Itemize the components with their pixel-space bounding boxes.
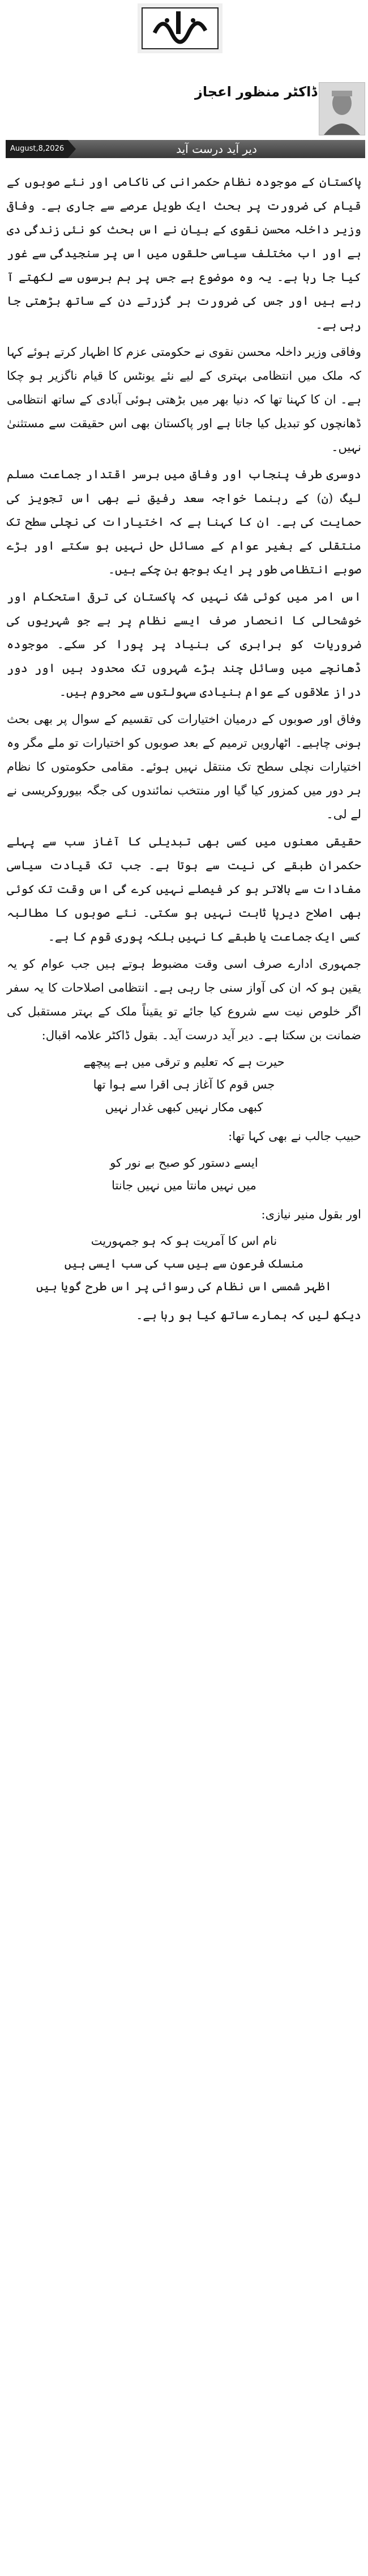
article-paragraph: پاکستان کے موجودہ نظام حکمرانی کی ناکامی اور نئے صوبوں کے قیام کی ضرورت پر بحث ایک طویل عرصے سے جاری ہے۔ وفاقی وزیر داخلہ محسن نقوی کے بیان نے اس بحث کو نئی زندگی دی ہے اور اب مختلف سیاسی حلقوں میں اس پر سنجیدگی سے غور کیا جا رہا ہے۔ یہ وہ موضوع ہے جس پر ہم برسوں سے لکھتے آ رہے ہیں اور جس کی ضرورت ہر گزرتے دن کے ساتھ بڑھتی جا رہی ہے۔ bbox=[7, 175, 361, 331]
masthead-logo bbox=[138, 3, 222, 53]
column-title: دیر آید درست آید bbox=[68, 140, 365, 158]
verse-block bbox=[7, 1151, 361, 1197]
author-photo bbox=[319, 82, 365, 135]
article-paragraph: حقیقی معنوں میں کسی بھی تبدیلی کا آغاز سب سے پہلے حکمران طبقے کی نیت سے ہوتا ہے۔ جب تک قیادت سیاسی مفادات سے بالاتر ہو کر فیصلے نہیں کرے گی اس وقت تک کوئی بھی اصلاح دیرپا ثابت نہیں ہو سکتی۔ نئے صوبوں کا مطالبہ کسی ایک جماعت یا طبقے کا نہیں بلکہ پوری قوم کا ہے۔ bbox=[7, 835, 361, 943]
verse-intro: اور بقول منیر نیازی: bbox=[261, 1208, 361, 1221]
article-paragraph: اس امر میں کوئی شک نہیں کہ پاکستان کی ترقی استحکام اور خوشحالی کا انحصار صرف ایسے نظام پر ہے جو شہریوں کی ضروریات کو برابری کی بنیاد پر پورا کر سکے۔ موجودہ ڈھانچے میں وسائل چند بڑے شہروں تک محدود ہیں اور دور دراز علاقوں کے عوام بنیادی سہولتوں سے محروم ہیں۔ bbox=[7, 590, 361, 699]
verse-line: کبھی مکار نہیں کبھی غدار نہیں bbox=[105, 1100, 263, 1114]
title-arrow-icon bbox=[68, 140, 76, 158]
closing-line: دیکھ لیں کہ ہمارے ساتھ کیا ہو رہا ہے۔ bbox=[136, 1308, 361, 1322]
column-title-row bbox=[0, 140, 368, 158]
verse-line: نام اس کا آمریت ہو کہ ہو جمہوریت bbox=[91, 1234, 277, 1248]
author-portrait-icon bbox=[319, 83, 365, 135]
verse-line: جس قوم کا آغاز ہی اقرا سے ہوا تھا bbox=[93, 1078, 275, 1091]
verse-line: حیرت ہے کہ تعلیم و ترقی میں ہے پیچھے bbox=[83, 1055, 285, 1069]
verse-block bbox=[7, 1230, 361, 1298]
verse-line: اظہر شمسی اس نظام کی رسوائی پر اس طرح گویا ہیں bbox=[36, 1280, 332, 1293]
verse-line: منسلک فرعون سے ہیں سب کی سب ایسی ہیں bbox=[64, 1257, 304, 1270]
author-block bbox=[178, 82, 365, 136]
verse-line: ایسے دستور کو صبح بے نور کو bbox=[110, 1156, 258, 1170]
article-paragraph: دوسری طرف پنجاب اور وفاق میں برسر اقتدار جماعت مسلم لیگ (ن) کے رہنما خواجہ سعد رفیق نے بھی اس تجویز کی حمایت کی ہے۔ ان کا کہنا ہے کہ اختیارات کی نچلی سطح تک منتقلی کے بغیر عوام کے مسائل حل نہیں ہو سکتے اور بڑے صوبے انتظامی طور پر ایک بوجھ بن چکے ہیں۔ bbox=[7, 467, 361, 576]
author-name: ڈاکٹر منظور اعجاز bbox=[195, 84, 317, 100]
verse-block bbox=[7, 1051, 361, 1119]
article-paragraph: وفاق اور صوبوں کے درمیان اختیارات کی تقسیم کے سوال پر بھی بحث ہونی چاہیے۔ اٹھارویں ترمیم کے بعد صوبوں کو اختیارات تو ملے مگر وہ اختیارات نچلی سطح تک منتقل نہیں ہوئے۔ مقامی حکومتوں کا نظام ہر دور میں کمزور کیا گیا اور منتخب نمائندوں کی جگہ بیوروکریسی نے لے لی۔ bbox=[7, 712, 361, 821]
article-paragraph: جمہوری ادارے صرف اسی وقت مضبوط ہوتے ہیں جب عوام کو یہ یقین ہو کہ ان کی آواز سنی جا رہی ہے۔ انتظامی اصلاحات کا یہ سفر اگر خلوص نیت سے شروع کیا جائے تو یقیناً ملک کے بہتر مستقبل کی ضمانت بن سکتا ہے۔ دیر آید درست آید۔ بقول ڈاکٹر علامہ اقبال: bbox=[7, 957, 361, 1042]
publish-date: August,8,2026 bbox=[6, 140, 68, 158]
article-paragraph: وفاقی وزیر داخلہ محسن نقوی نے حکومتی عزم کا اظہار کرتے ہوئے کہا کہ ملک میں انتظامی بہتری کے لیے نئے یونٹس کا قیام ناگزیر ہو چکا ہے۔ ان کا کہنا تھا کہ دنیا بھر میں بڑھتی ہوئی آبادی کے ساتھ انتظامی ڈھانچوں کو تبدیل کیا جاتا ہے اور پاکستان بھی اس حقیقت سے مستثنیٰ نہیں۔ bbox=[7, 345, 361, 454]
dunya-logo-icon bbox=[138, 3, 222, 53]
verse-intro: حبیب جالب نے بھی کہا تھا: bbox=[228, 1129, 361, 1143]
article-body bbox=[7, 170, 361, 1330]
verse-line: میں نہیں مانتا میں نہیں جانتا bbox=[112, 1179, 256, 1192]
